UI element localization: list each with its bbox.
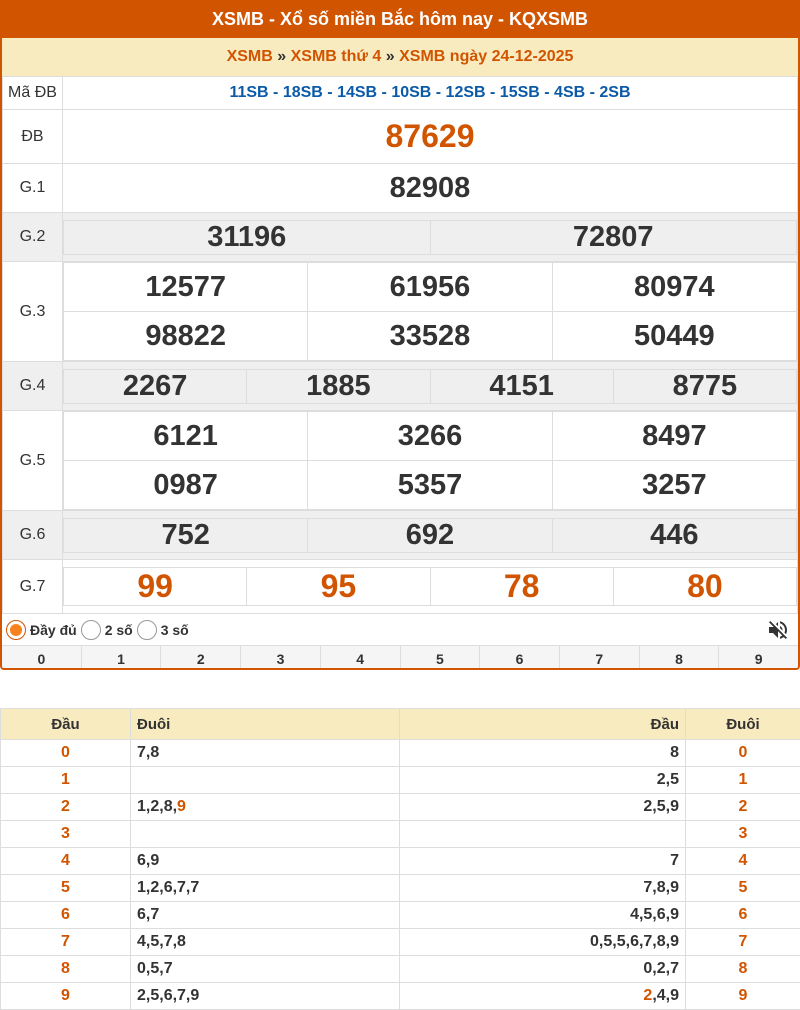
loto-duoi-2: 9 <box>686 983 800 1010</box>
radio-icon[interactable] <box>137 620 157 640</box>
table-row <box>1 902 800 929</box>
loto-dau-2 <box>400 767 686 794</box>
loto-dau-2 <box>400 983 686 1010</box>
loto-duoi-text: 7,8 <box>137 744 160 761</box>
loto-duoi <box>131 821 400 848</box>
table-row <box>1 794 800 821</box>
loto-header-dau-2: Đầu <box>400 709 686 740</box>
digit-1[interactable]: 1 <box>82 646 162 670</box>
prize-g5-5: 5357 <box>308 461 552 510</box>
digit-6[interactable]: 6 <box>480 646 560 670</box>
option-3-label: 3 số <box>160 621 189 638</box>
prize-g2-2: 72807 <box>430 220 797 254</box>
loto-duoi <box>131 983 400 1010</box>
loto-dau: 6 <box>1 902 131 929</box>
loto-duoi-2: 7 <box>686 929 800 956</box>
digit-7[interactable]: 7 <box>560 646 640 670</box>
ma-db-label: Mã ĐB <box>3 77 63 110</box>
loto-dau-2 <box>400 740 686 767</box>
prize-g3-3: 80974 <box>552 263 796 312</box>
page-title: XSMB - Xổ số miền Bắc hôm nay - KQXSMB <box>2 0 798 38</box>
loto-dau-2 <box>400 821 686 848</box>
breadcrumb-xsmb-date[interactable]: XSMB ngày 24-12-2025 <box>399 48 574 65</box>
loto-duoi-2: 3 <box>686 821 800 848</box>
loto-duoi-2: 6 <box>686 902 800 929</box>
loto-dau2-text: 8 <box>670 744 679 761</box>
loto-dau-2 <box>400 794 686 821</box>
option-2-label: 2 số <box>104 621 133 638</box>
loto-dau: 4 <box>1 848 131 875</box>
loto-dau2-highlight: 2 <box>643 987 653 1004</box>
prize-g4-3: 4151 <box>430 369 613 403</box>
loto-duoi <box>131 740 400 767</box>
prize-g5-1: 6121 <box>64 412 308 461</box>
digit-2[interactable]: 2 <box>161 646 241 670</box>
prize-g5-4: 0987 <box>64 461 308 510</box>
loto-duoi-2: 0 <box>686 740 800 767</box>
loto-header-duoi: Đuôi <box>131 709 400 740</box>
g7-label: G.7 <box>3 560 63 614</box>
prize-g5-6: 3257 <box>552 461 796 510</box>
loto-dau2-text: 7 <box>670 852 679 869</box>
loto-dau2-text: 4,5,6,9 <box>630 906 679 923</box>
prize-g4-1: 2267 <box>64 369 247 403</box>
loto-duoi-highlight: 9 <box>177 798 186 815</box>
prize-g6-1: 752 <box>64 518 308 552</box>
loto-header-dau: Đầu <box>1 709 131 740</box>
loto-dau: 7 <box>1 929 131 956</box>
loto-duoi <box>131 956 400 983</box>
loto-duoi <box>131 929 400 956</box>
loto-duoi-text: 4,5,7,8 <box>137 933 186 950</box>
breadcrumb-xsmb-thu4[interactable]: XSMB thứ 4 <box>290 48 382 65</box>
loto-duoi <box>131 875 400 902</box>
prize-g7-4: 80 <box>613 568 796 606</box>
digit-0[interactable]: 0 <box>2 646 82 670</box>
digit-5[interactable]: 5 <box>401 646 481 670</box>
ma-db-value: 11SB - 18SB - 14SB - 10SB - 12SB - 15SB - 4SB - 2SB <box>63 77 798 110</box>
prize-g6-3: 446 <box>552 518 796 552</box>
loto-dau-2 <box>400 956 686 983</box>
table-row <box>1 821 800 848</box>
loto-duoi <box>131 848 400 875</box>
loto-duoi-text: 1,2,8, <box>137 798 178 815</box>
loto-dau: 3 <box>1 821 131 848</box>
loto-duoi-text: 0,5,7 <box>137 960 173 977</box>
loto-dau2-text: 0,5,5,6,7,8,9 <box>590 933 679 950</box>
prize-g6-2: 692 <box>308 518 552 552</box>
loto-dau-2 <box>400 929 686 956</box>
loto-duoi-2: 5 <box>686 875 800 902</box>
table-row <box>1 929 800 956</box>
digit-filter <box>2 646 798 670</box>
breadcrumb-sep: » <box>277 48 287 65</box>
loto-dau: 0 <box>1 740 131 767</box>
loto-duoi <box>131 794 400 821</box>
prize-g7-2: 95 <box>247 568 430 606</box>
loto-table <box>0 708 800 1010</box>
g5-label: G.5 <box>3 411 63 511</box>
prize-db: 87629 <box>385 118 475 154</box>
prize-g3-2: 61956 <box>308 263 552 312</box>
g3-label: G.3 <box>3 262 63 362</box>
loto-dau: 1 <box>1 767 131 794</box>
breadcrumb-xsmb[interactable]: XSMB <box>226 48 273 65</box>
prize-g7-1: 99 <box>64 568 247 606</box>
table-row <box>1 875 800 902</box>
table-row <box>1 848 800 875</box>
prize-g1: 82908 <box>389 171 471 204</box>
loto-header-duoi-2: Đuôi <box>686 709 800 740</box>
db-label: ĐB <box>3 110 63 164</box>
loto-dau: 5 <box>1 875 131 902</box>
option-full[interactable] <box>6 620 77 640</box>
table-row <box>1 767 800 794</box>
digit-4[interactable]: 4 <box>321 646 401 670</box>
breadcrumb <box>2 38 798 76</box>
option-full-label: Đầy đủ <box>30 621 77 638</box>
table-row <box>1 740 800 767</box>
loto-duoi <box>131 767 400 794</box>
loto-duoi-2: 4 <box>686 848 800 875</box>
display-options <box>2 614 798 646</box>
prize-g5-3: 8497 <box>552 412 796 461</box>
prize-g7-3: 78 <box>430 568 613 606</box>
digit-3[interactable]: 3 <box>241 646 321 670</box>
loto-dau2-text: ,4,9 <box>652 987 679 1004</box>
prize-g5-2: 3266 <box>308 412 552 461</box>
prize-g3-5: 33528 <box>308 312 552 361</box>
volume-mute-icon[interactable] <box>766 618 790 642</box>
loto-duoi-2: 8 <box>686 956 800 983</box>
loto-dau-2 <box>400 902 686 929</box>
digit-8[interactable]: 8 <box>640 646 720 670</box>
loto-dau2-text: 7,8,9 <box>643 879 679 896</box>
prize-g3-4: 98822 <box>64 312 308 361</box>
prize-g2-1: 31196 <box>64 220 431 254</box>
loto-dau-2 <box>400 848 686 875</box>
loto-dau: 9 <box>1 983 131 1010</box>
prize-g3-1: 12577 <box>64 263 308 312</box>
prize-g3-6: 50449 <box>552 312 796 361</box>
loto-duoi-text: 2,5,6,7,9 <box>137 987 200 1004</box>
g6-label: G.6 <box>3 511 63 560</box>
table-row <box>1 956 800 983</box>
loto-dau-2 <box>400 875 686 902</box>
g4-label: G.4 <box>3 362 63 411</box>
radio-checked-icon[interactable] <box>6 620 26 640</box>
loto-duoi <box>131 902 400 929</box>
loto-duoi-text: 6,7 <box>137 906 160 923</box>
table-row <box>1 983 800 1010</box>
g1-label: G.1 <box>3 164 63 213</box>
loto-duoi-2: 1 <box>686 767 800 794</box>
g2-label: G.2 <box>3 213 63 262</box>
loto-dau2-text: 0,2,7 <box>643 960 679 977</box>
option-3-digits[interactable] <box>137 620 189 640</box>
loto-dau: 8 <box>1 956 131 983</box>
loto-duoi-text: 1,2,6,7,7 <box>137 879 200 896</box>
loto-body <box>1 740 800 1010</box>
breadcrumb-sep: » <box>385 48 395 65</box>
option-2-digits[interactable] <box>81 620 133 640</box>
results-table <box>2 76 798 614</box>
loto-duoi-2: 2 <box>686 794 800 821</box>
loto-dau: 2 <box>1 794 131 821</box>
loto-dau2-text: 2,5,9 <box>643 798 679 815</box>
digit-9[interactable]: 9 <box>719 646 798 670</box>
prize-g4-4: 8775 <box>613 369 796 403</box>
prize-g4-2: 1885 <box>247 369 430 403</box>
radio-icon[interactable] <box>81 620 101 640</box>
loto-dau2-text: 2,5 <box>656 771 679 788</box>
loto-duoi-text: 6,9 <box>137 852 160 869</box>
